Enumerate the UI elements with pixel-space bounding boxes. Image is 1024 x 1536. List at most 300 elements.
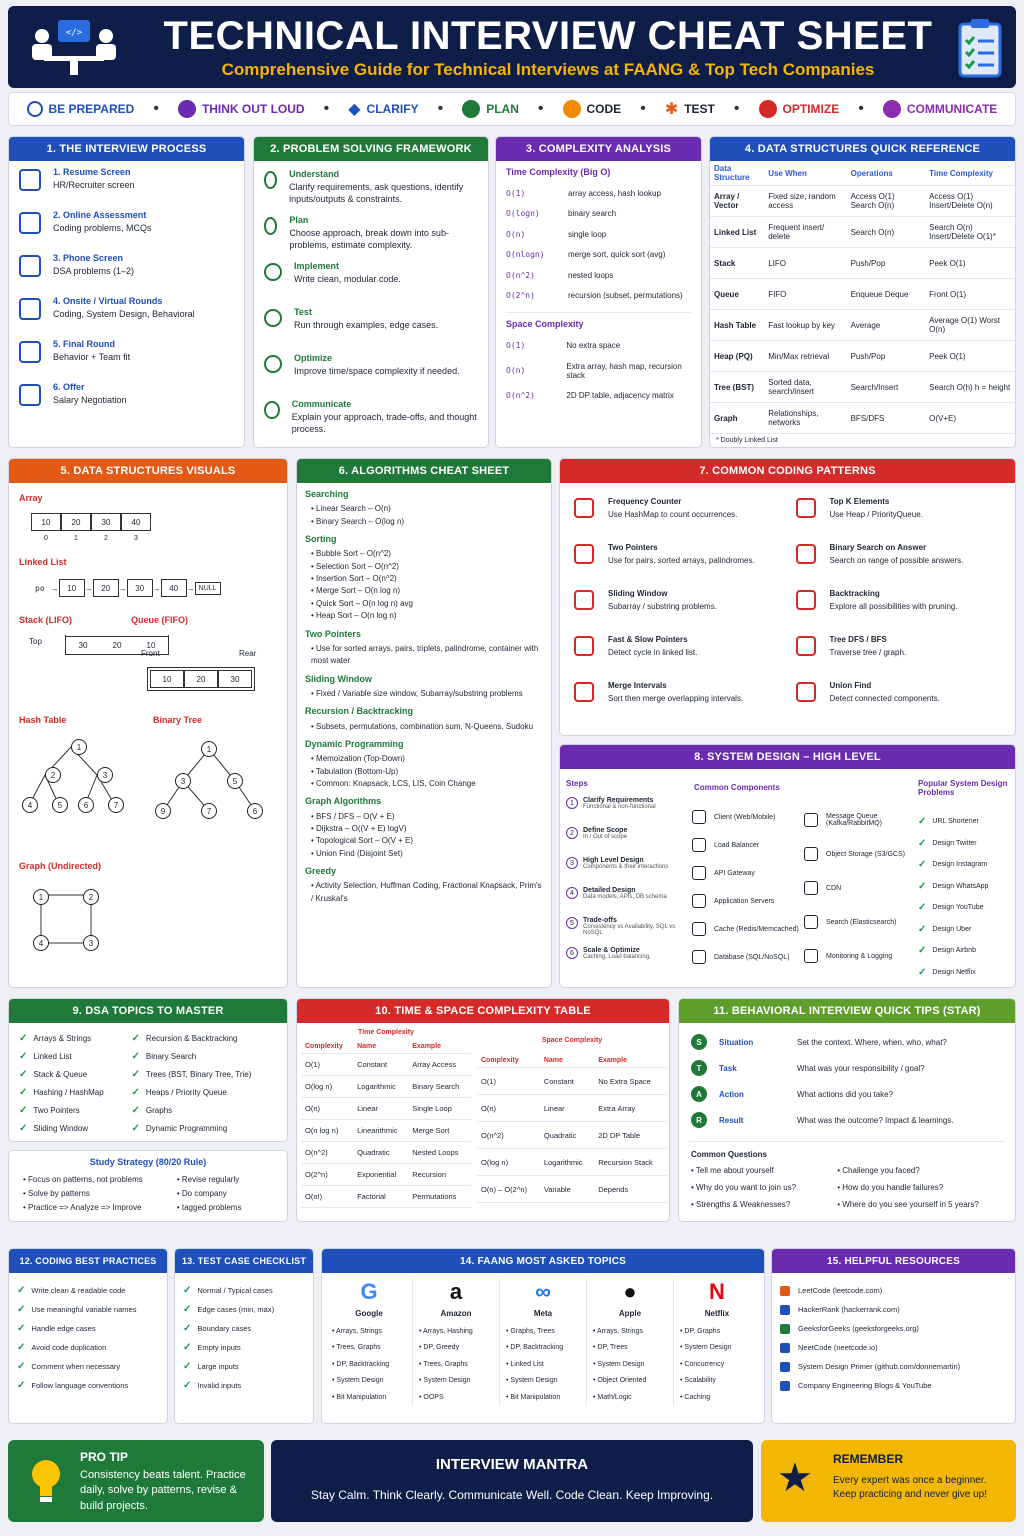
component-icon: [804, 881, 818, 895]
stack-cell: 30: [66, 636, 100, 654]
table-cell: No Extra Space: [594, 1068, 667, 1095]
checklist-item: ✓ Linked List: [19, 1050, 72, 1062]
check-icon: ✓: [19, 1050, 28, 1062]
checklist-item: ✓ Use meaningful variable names: [17, 1304, 137, 1315]
big-o: O(logn): [506, 209, 540, 219]
star-title: Result: [719, 1115, 744, 1125]
panel-study-strategy: [8, 1150, 288, 1222]
check-icon: ✓: [131, 1032, 140, 1044]
step-desc: Behavior + Team fit: [53, 352, 131, 363]
table-row: [477, 1068, 667, 1095]
table-cell: Search O(n) Insert/Delete O(1)*: [925, 217, 1015, 248]
panel-title: 4. DATA STRUCTURES QUICK REFERENCE: [710, 137, 1015, 161]
pattern-desc: Detect cycle in linked list.: [608, 648, 698, 657]
check-icon: ✓: [17, 1323, 26, 1334]
queue-cell: 30: [218, 670, 252, 688]
popular-problem: ✓ Design Twitter: [918, 837, 977, 849]
table-cell: Stack: [710, 248, 764, 279]
company-name: Meta: [533, 1309, 553, 1318]
panel-title: 9. DSA TOPICS TO MASTER: [9, 999, 287, 1023]
big-o: O(n): [506, 366, 526, 375]
pattern-item: [792, 629, 1006, 663]
table-cell: Linear: [540, 1095, 594, 1122]
checklist-item: ✓ Large inputs: [183, 1361, 239, 1372]
checklist-item: ✓ Edge cases (min, max): [183, 1304, 275, 1315]
table-cell: Fast lookup by key: [764, 310, 846, 341]
step-icon: [264, 355, 282, 373]
table-cell: Min/Max retrieval: [764, 341, 846, 372]
table-row: [710, 279, 1015, 310]
study-item: • Practice => Analyze => Improve: [23, 1203, 142, 1212]
component-item: Client (Web/Mobile): [692, 803, 804, 831]
company-topic: • System Design: [680, 1344, 732, 1352]
space-complexity-table: [477, 1054, 667, 1203]
panel-ds-quick-reference: [709, 136, 1016, 448]
pattern-item: [792, 537, 1006, 571]
array-cell: 10: [31, 513, 61, 531]
table-cell: Push/Pop: [847, 341, 926, 372]
company-topic: • Trees, Graphs: [332, 1344, 381, 1352]
tree-node: 3: [175, 773, 191, 789]
step-number-icon: 5: [566, 917, 578, 929]
step-title: Optimize: [294, 353, 333, 363]
steps-bar: BE PREPARED • THINK OUT LOUD • ◆ CLARIFY • PLAN • CODE • ✱ TEST • OPTIMIZE • COMMUNICATE: [8, 92, 1016, 126]
resource-item: [780, 1338, 1007, 1357]
list-node: 30: [127, 579, 153, 597]
table-cell: FIFO: [764, 279, 846, 310]
step-icon: [264, 401, 280, 419]
algo-group: [305, 629, 543, 668]
table-cell: Quadratic: [353, 1142, 408, 1164]
interview-mantra-box: [271, 1440, 753, 1522]
panel-complexity-table: [296, 998, 670, 1222]
component-item: Load Balancer: [692, 831, 804, 859]
table-cell: Graph: [710, 403, 764, 434]
table-row: [477, 1095, 667, 1122]
company-topic: • System Design: [593, 1360, 645, 1368]
table-cell: Merge Sort: [408, 1120, 471, 1142]
table-footnote: * Doubly Linked List: [716, 437, 778, 444]
table-cell: Heap (PQ): [710, 341, 764, 372]
checklist-item: ✓ Arrays & Strings: [19, 1032, 92, 1044]
process-step: [19, 296, 234, 339]
company-topic: • Trees, Graphs: [419, 1360, 468, 1368]
queue-rear-label: Rear: [239, 649, 257, 658]
big-o: O(nlogn): [506, 250, 545, 260]
apple-logo-icon: ●: [623, 1279, 637, 1304]
pattern-item: [570, 583, 784, 617]
array-index: 2: [104, 535, 108, 542]
tree-node: 7: [108, 797, 124, 813]
company-topic: • Arrays, Hashing: [419, 1328, 473, 1335]
step-title: 1. Resume Screen: [53, 167, 131, 177]
resource-link: System Design Primer (github.com/donnemartin): [798, 1362, 961, 1371]
step-number-icon: 3: [566, 857, 578, 869]
table-row: [710, 372, 1015, 403]
table-row: [477, 1176, 667, 1203]
check-icon: ✓: [183, 1285, 192, 1296]
step-be-prepared: BE PREPARED: [27, 101, 135, 117]
step-desc: DSA problems (1–2): [53, 266, 135, 277]
component-icon: [692, 894, 706, 908]
component-item: Object Storage (S3/GCS): [804, 837, 908, 871]
checklist-item: ✓ Trees (BST, Binary Tree, Trie): [131, 1068, 252, 1080]
algo-group-title: Sliding Window: [305, 673, 372, 684]
company-topic: • DP, Backtracking: [506, 1344, 564, 1352]
complexity-row: [506, 356, 691, 386]
table-cell: Recursion Stack: [594, 1149, 667, 1176]
table-cell: Peek O(1): [925, 341, 1015, 372]
panel-title: 6. ALGORITHMS CHEAT SHEET: [297, 459, 551, 483]
pattern-icon: [796, 544, 816, 564]
table-cell: O(2^n): [301, 1164, 353, 1186]
step-optimize: OPTIMIZE: [759, 100, 840, 118]
hash-table-label: Hash Table: [19, 715, 67, 725]
table-cell: Average: [847, 310, 926, 341]
check-icon: ✓: [19, 1122, 28, 1134]
table-cell: Permutations: [408, 1186, 471, 1208]
page-subtitle: Comprehensive Guide for Technical Interviews at FAANG & Top Tech Companies: [221, 60, 875, 79]
check-icon: ✓: [918, 923, 927, 935]
algo-item: • Bubble Sort – O(n^2): [311, 549, 391, 559]
algo-item: • Linear Search – O(n): [311, 504, 391, 514]
algo-group-title: Dynamic Programming: [305, 738, 404, 749]
table-row: [301, 1098, 471, 1120]
algo-group: [305, 866, 543, 905]
step-icon: [264, 171, 277, 189]
pattern-item: [570, 675, 784, 709]
pattern-title: Merge Intervals: [608, 681, 667, 690]
bug-icon: ✱: [664, 101, 679, 118]
queue-cell: 10: [150, 670, 184, 688]
step-title: 3. Phone Screen: [53, 253, 124, 263]
table-cell: Enqueue Deque: [847, 279, 926, 310]
netflix-logo-icon: N: [709, 1279, 725, 1304]
check-icon: ✓: [17, 1380, 26, 1391]
table-cell: O(n) – O(2^n): [477, 1176, 540, 1203]
table-cell: O(1): [301, 1054, 353, 1076]
table-row: [301, 1054, 471, 1076]
resource-item: [780, 1357, 1007, 1376]
framework-step: [264, 211, 478, 257]
resource-link: NeetCode (neetcode.io): [798, 1343, 878, 1352]
check-icon: ✓: [19, 1032, 28, 1044]
algo-group: [305, 739, 543, 790]
queue-label: Queue (FIFO): [131, 615, 188, 625]
star-desc: What was your responsibility / goal?: [797, 1063, 925, 1073]
step-title: Test: [294, 307, 312, 317]
checklist-item: ✓ Follow language conventions: [17, 1380, 129, 1391]
component-item: Database (SQL/NoSQL): [692, 943, 804, 971]
pattern-icon: [796, 498, 816, 518]
rocket-icon: [759, 100, 777, 118]
design-step-desc: Data models, APIs, DB schema: [583, 894, 667, 900]
checklist-item: ✓ Sliding Window: [19, 1122, 89, 1134]
table-cell: Logarithmic: [540, 1149, 594, 1176]
graph-node: 3: [83, 935, 99, 951]
tree-node: 6: [78, 797, 94, 813]
algo-item: • Topological Sort – O(V + E): [311, 836, 414, 846]
panel-algorithms: [296, 458, 552, 988]
pattern-icon: [574, 498, 594, 518]
panel-behavioral: [678, 998, 1016, 1222]
column-header: Data Structure: [710, 161, 764, 186]
star-desc: What was the outcome? Impact & learnings.: [797, 1115, 954, 1125]
plan-icon: [462, 100, 480, 118]
popular-problem: ✓ Design Netflix: [918, 966, 976, 978]
column-header: Name: [540, 1054, 594, 1068]
step-desc: Salary Negotiation: [53, 395, 127, 406]
pattern-desc: Traverse tree / graph.: [829, 648, 907, 657]
process-step: [19, 382, 234, 425]
question-item: • Strengths & Weaknesses?: [691, 1199, 791, 1209]
panel-ds-visuals: 5. DATA STRUCTURES VISUALS Array 10 20 30 40 0 1 2 3 Linked List po → 10 → 20 → 30 → 40 → NULL Stack (LIFO) Top 30 20 10 Queue (FIFO) Front Rear 10 20 30 Hash Table Binary Tree 1 2 3 4 5 6 7 1 3 5 9 7 6 Graph (Undirected) 1 2 4 3: [8, 458, 288, 988]
table-cell: Search/Insert: [847, 372, 926, 403]
algo-group-title: Sorting: [305, 534, 337, 545]
company-topic: • Math/Logic: [593, 1393, 632, 1401]
panel-title: 14. FAANG MOST ASKED TOPICS: [322, 1249, 764, 1273]
step-icon: [264, 309, 282, 327]
pattern-desc: Subarray / substring problems.: [608, 602, 717, 611]
design-step-title: Trade-offs: [583, 917, 617, 924]
example: nested loops: [568, 270, 614, 280]
complexity-row: [506, 286, 691, 307]
company-topic: • System Design: [506, 1377, 558, 1385]
framework-step: [264, 349, 478, 395]
checklist-item: ✓ Recursion & Backtracking: [131, 1032, 238, 1044]
algo-item: • Tabulation (Bottom-Up): [311, 766, 399, 776]
pattern-item: [792, 583, 1006, 617]
star-desc: What actions did you take?: [797, 1089, 894, 1099]
table-cell: O(n^2): [301, 1142, 353, 1164]
step-desc: Clarify requirements, ask questions, identify inputs/outputs & constraints.: [289, 182, 464, 204]
design-step-title: Define Scope: [583, 827, 628, 834]
remember-heading: REMEMBER: [833, 1452, 904, 1466]
step-icon: [19, 384, 41, 406]
component-icon: [692, 810, 706, 824]
resource-item: [780, 1300, 1007, 1319]
graph-node: 2: [83, 889, 99, 905]
step-desc: Run through examples, edge cases.: [294, 320, 439, 331]
algo-group-title: Recursion / Backtracking: [305, 706, 414, 717]
design-step: [566, 947, 682, 977]
step-think-out-loud: THINK OUT LOUD: [178, 100, 305, 118]
check-icon: ✓: [19, 1086, 28, 1098]
time-complexity-heading: Time Complexity (Big O): [506, 167, 611, 177]
remember-text: Every expert was once a beginner. Keep practicing and never give up!: [833, 1475, 987, 1500]
table-row: [710, 310, 1015, 341]
company-topic: • Arrays, Strings: [332, 1328, 382, 1335]
popular-problems-heading: Popular System Design Problems: [918, 779, 1008, 797]
column-header: Example: [594, 1054, 667, 1068]
google-logo-icon: G: [360, 1279, 378, 1304]
pattern-icon: [796, 590, 816, 610]
check-icon: ✓: [131, 1122, 140, 1134]
company-topic: • System Design: [419, 1377, 471, 1385]
table-cell: Logarithmic: [353, 1076, 408, 1098]
table-cell: Array Access: [408, 1054, 471, 1076]
pro-tip-box: [8, 1440, 264, 1522]
framework-step: [264, 165, 478, 211]
algo-group: [305, 706, 543, 733]
list-node: 40: [161, 579, 187, 597]
checklist-item: ✓ Two Pointers: [19, 1104, 80, 1116]
checklist-item: ✓ Comment when necessary: [17, 1361, 121, 1372]
study-strategy-heading: Study Strategy (80/20 Rule): [89, 1157, 207, 1167]
company-column: [587, 1279, 674, 1406]
checklist-item: ✓ Invalid inputs: [183, 1380, 242, 1391]
graph-edges: [9, 879, 129, 959]
tree-node: 4: [22, 797, 38, 813]
design-step-title: Scale & Optimize: [583, 947, 640, 954]
example: Extra array, hash map, recursion stack: [566, 361, 682, 380]
table-cell: Constant: [353, 1054, 408, 1076]
design-step: [566, 797, 682, 827]
table-cell: Factorial: [353, 1186, 408, 1208]
framework-step: [264, 395, 478, 441]
company-topic: • Object Oriented: [593, 1377, 647, 1385]
array-index: 0: [44, 535, 48, 542]
table-cell: O(1): [477, 1068, 540, 1095]
step-desc: Explain your approach, trade-offs, and thought process.: [291, 412, 477, 434]
step-number-icon: 2: [566, 827, 578, 839]
resource-link: LeetCode (leetcode.com): [798, 1286, 883, 1295]
component-icon: [692, 922, 706, 936]
company-column: [674, 1279, 760, 1406]
design-step-desc: Consistency vs Availability, SQL vs NoSQL: [583, 924, 676, 936]
chat-icon: [883, 100, 901, 118]
panel-resources: [771, 1248, 1016, 1424]
check-icon: ✓: [19, 1068, 28, 1080]
head-pointer: po: [35, 583, 45, 593]
step-desc: HR/Recruiter screen: [53, 180, 135, 191]
table-cell: Extra Array: [594, 1095, 667, 1122]
step-icon: [264, 217, 277, 235]
list-node: 10: [59, 579, 85, 597]
big-o: O(n^2): [506, 391, 535, 401]
company-name: Netflix: [704, 1309, 730, 1318]
pattern-desc: Search on range of possible answers.: [829, 556, 964, 565]
table-row: [301, 1120, 471, 1142]
table-cell: Search O(h) h = height: [925, 372, 1015, 403]
panel-complexity-analysis: [495, 136, 702, 448]
algo-item: • Union Find (Disjoint Set): [311, 848, 403, 858]
table-row: [710, 341, 1015, 372]
star-title: Situation: [719, 1037, 754, 1047]
algo-item: • Memoization (Top-Down): [311, 754, 405, 764]
checklist-item: ✓ Handle edge cases: [17, 1323, 96, 1334]
table-cell: Constant: [540, 1068, 594, 1095]
component-icon: [692, 866, 706, 880]
check-icon: ✓: [17, 1304, 26, 1315]
resource-icon: [780, 1324, 790, 1334]
table-row: [301, 1142, 471, 1164]
company-name: Google: [355, 1309, 383, 1318]
panel-title: 3. COMPLEXITY ANALYSIS: [496, 137, 701, 161]
common-questions-heading: Common Questions: [691, 1150, 768, 1159]
step-clarify: ◆ CLARIFY: [348, 101, 419, 118]
table-cell: O(log n): [301, 1076, 353, 1098]
process-step: [19, 210, 234, 253]
step-desc: Improve time/space complexity if needed.: [294, 366, 460, 377]
checklist-item: ✓ Heaps / Priority Queue: [131, 1086, 227, 1098]
algo-group-title: Greedy: [305, 866, 337, 877]
table-cell: LIFO: [764, 248, 846, 279]
component-icon: [804, 847, 818, 861]
step-desc: Choose approach, break down into sub-problems, estimate complexity.: [289, 228, 449, 250]
check-icon: ✓: [183, 1323, 192, 1334]
panel-test-checklist: [174, 1248, 314, 1424]
pro-tip-heading: PRO TIP: [80, 1450, 129, 1464]
component-icon: [692, 838, 706, 852]
design-step-desc: Components & their interactions: [583, 864, 669, 870]
star-letter-badge: T: [691, 1060, 707, 1076]
step-icon: [19, 169, 41, 191]
pattern-title: Frequency Counter: [608, 497, 682, 506]
component-item: API Gateway: [692, 859, 804, 887]
array-cell: 20: [61, 513, 91, 531]
step-desc: Coding problems, MCQs: [53, 223, 152, 234]
queue-front-label: Front: [141, 649, 160, 658]
tree-node: 9: [155, 803, 171, 819]
complexity-row: [506, 245, 691, 266]
step-title: 5. Final Round: [53, 339, 115, 349]
meta-logo-icon: ∞: [535, 1279, 551, 1304]
check-icon: ✓: [131, 1068, 140, 1080]
step-title: Implement: [294, 261, 340, 271]
table-row: [710, 186, 1015, 217]
panel-coding-patterns: [559, 458, 1016, 736]
pattern-title: Fast & Slow Pointers: [608, 635, 688, 644]
star-letter-badge: S: [691, 1034, 707, 1050]
company-topic: • Arrays, Strings: [593, 1328, 643, 1335]
question-item: • Where do you see yourself in 5 years?: [837, 1199, 979, 1209]
big-o: O(2^n): [506, 291, 535, 301]
company-name: Apple: [618, 1309, 642, 1318]
resource-icon: [780, 1343, 790, 1353]
check-icon: ✓: [19, 1104, 28, 1116]
algo-item: • Dijkstra – O((V + E) logV): [311, 824, 407, 833]
algo-item: • Merge Sort – O(n log n): [311, 586, 401, 596]
table-cell: Exponential: [353, 1164, 408, 1186]
check-icon: ✓: [918, 859, 927, 871]
design-step-title: High Level Design: [583, 857, 644, 864]
table-cell: Recursion: [408, 1164, 471, 1186]
pattern-title: Binary Search on Answer: [829, 543, 927, 552]
study-item: • tagged problems: [176, 1203, 242, 1212]
team-desk-icon: [26, 16, 122, 80]
null-node: NULL: [195, 582, 221, 595]
check-icon: ✓: [918, 837, 927, 849]
star-letter-badge: R: [691, 1112, 707, 1128]
component-icon: [804, 813, 818, 827]
table-cell: Linearithmic: [353, 1120, 408, 1142]
company-topic: • Linked List: [506, 1360, 544, 1368]
column-header: Name: [353, 1040, 408, 1054]
complexity-row: [506, 386, 691, 407]
pattern-item: [570, 537, 784, 571]
pattern-title: Backtracking: [829, 589, 880, 598]
popular-problem: ✓ Design WhatsApp: [918, 880, 989, 892]
table-cell: Average O(1) Worst O(n): [925, 310, 1015, 341]
resource-icon: [780, 1305, 790, 1315]
tree-node: 1: [201, 741, 217, 757]
check-icon: ✓: [131, 1104, 140, 1116]
pattern-desc: Detect connected components.: [829, 694, 940, 703]
design-step: [566, 827, 682, 857]
star-item: [689, 1081, 1005, 1107]
example: recursion (subset, permutations): [568, 291, 683, 301]
